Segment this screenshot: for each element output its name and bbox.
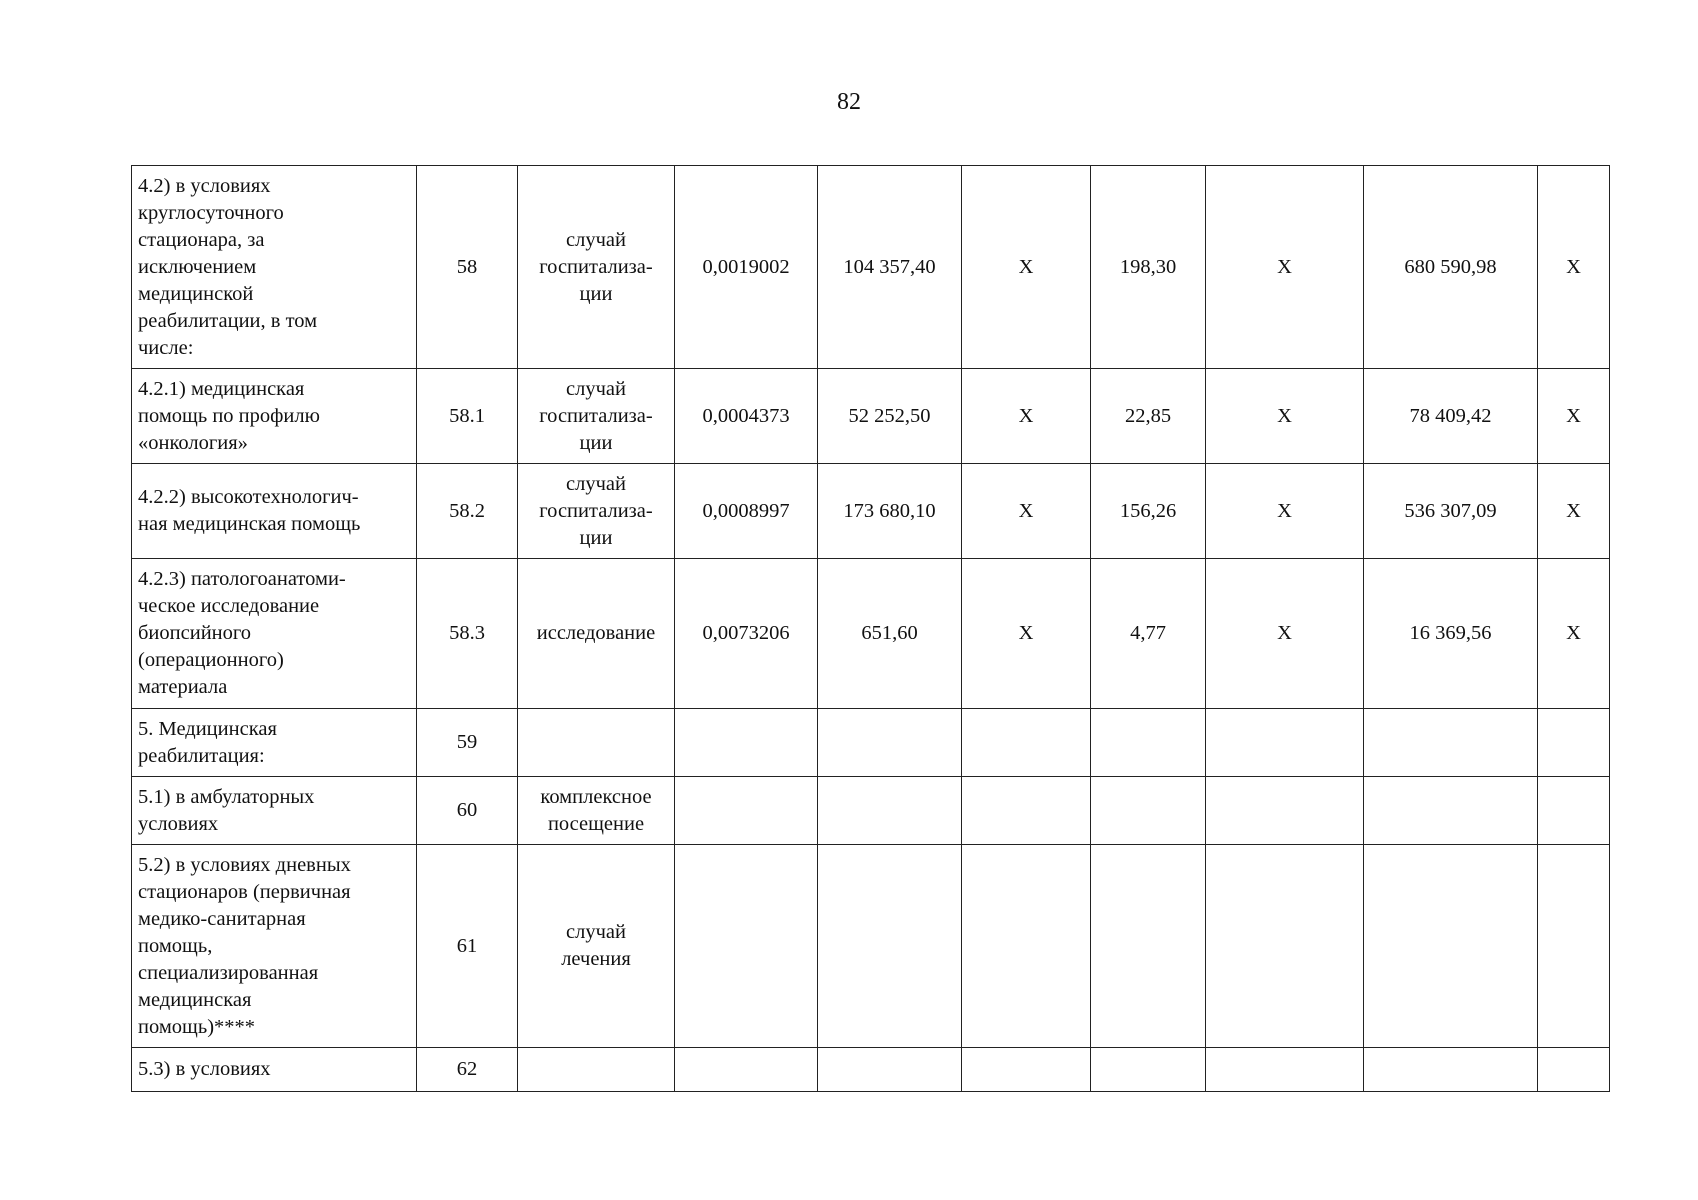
- row-code: 62: [456, 1058, 478, 1080]
- row-unit-cell: [518, 464, 675, 559]
- table-row: [132, 845, 1610, 1048]
- value-cell: [818, 559, 962, 709]
- table-row: [132, 709, 1610, 777]
- value: 173 680,10: [843, 499, 936, 522]
- row-code: 58.2: [449, 499, 485, 522]
- value-cell: [675, 845, 818, 1048]
- value: 16 369,56: [1409, 622, 1492, 644]
- row-unit: случай госпитализа- ции: [539, 472, 653, 549]
- value-cell: [962, 166, 1091, 369]
- value-cell: [675, 777, 818, 845]
- tariff-table: [131, 165, 1610, 1092]
- value-cell: [818, 709, 962, 777]
- row-name-cell: [132, 166, 417, 369]
- row-code: 58.3: [449, 622, 485, 644]
- value-cell: [1206, 559, 1364, 709]
- value-cell: [1364, 464, 1538, 559]
- row-unit-cell: [518, 369, 675, 464]
- value-cell: [1364, 709, 1538, 777]
- row-code-cell: [417, 464, 518, 559]
- value-cell: [818, 1048, 962, 1092]
- value-cell: [1538, 709, 1610, 777]
- row-name-cell: [132, 559, 417, 709]
- value-cell: [675, 464, 818, 559]
- value: X: [1566, 404, 1581, 427]
- value-cell: [818, 777, 962, 845]
- row-unit: комплексное посещение: [540, 785, 652, 835]
- row-code-cell: [417, 845, 518, 1048]
- value-cell: [1538, 845, 1610, 1048]
- value-cell: [962, 709, 1091, 777]
- row-code-cell: [417, 369, 518, 464]
- value-cell: [962, 464, 1091, 559]
- row-code: 58: [456, 255, 478, 278]
- row-code-cell: [417, 777, 518, 845]
- value-cell: [1206, 369, 1364, 464]
- value-cell: [1364, 777, 1538, 845]
- row-code-cell: [417, 709, 518, 777]
- row-name: 4.2) в условиях круглосуточного стационара, за исключением медицинской реабилитации, в том числе:: [138, 174, 318, 359]
- value-cell: [1206, 464, 1364, 559]
- row-name-cell: [132, 369, 417, 464]
- value-cell: [1538, 166, 1610, 369]
- row-code: 59: [456, 731, 478, 753]
- value-cell: [1091, 166, 1206, 369]
- row-name: 4.2.1) медицинская помощь по профилю «онкология»: [138, 377, 320, 454]
- row-code-cell: [417, 166, 518, 369]
- row-unit-cell: [518, 166, 675, 369]
- row-unit-cell: [518, 709, 675, 777]
- row-unit-cell: [518, 845, 675, 1048]
- value-cell: [1091, 777, 1206, 845]
- row-name-cell: [132, 777, 417, 845]
- row-code-cell: [417, 559, 518, 709]
- value-cell: [1538, 464, 1610, 559]
- value: X: [1018, 255, 1034, 278]
- row-unit: исследование: [536, 622, 656, 644]
- value: X: [1277, 255, 1292, 278]
- value-cell: [1206, 709, 1364, 777]
- value-cell: [1206, 777, 1364, 845]
- value: X: [1566, 499, 1581, 522]
- value: 198,30: [1119, 255, 1177, 278]
- value: X: [1277, 404, 1292, 427]
- row-name: 5.3) в условиях: [138, 1058, 271, 1080]
- value: 22,85: [1124, 404, 1172, 427]
- row-unit: случай госпитализа- ции: [539, 377, 653, 454]
- value-cell: [1538, 369, 1610, 464]
- value: 4,77: [1130, 622, 1166, 644]
- value-cell: [1206, 1048, 1364, 1092]
- value-cell: [962, 845, 1091, 1048]
- value: 536 307,09: [1404, 499, 1497, 522]
- value-cell: [1364, 166, 1538, 369]
- value: X: [1277, 499, 1292, 522]
- value-cell: [1538, 1048, 1610, 1092]
- table-row: [132, 464, 1610, 559]
- value-cell: [1091, 369, 1206, 464]
- value: X: [1277, 622, 1292, 644]
- value-cell: [1206, 166, 1364, 369]
- row-code: 58.1: [449, 404, 485, 427]
- value: 104 357,40: [843, 255, 936, 278]
- table-row: [132, 369, 1610, 464]
- row-name: 4.2.2) высокотехнологич- ная медицинская помощь: [138, 486, 361, 535]
- value-cell: [1364, 845, 1538, 1048]
- value-cell: [962, 1048, 1091, 1092]
- row-name-cell: [132, 1048, 417, 1092]
- row-unit: случай госпитализа- ции: [539, 228, 653, 305]
- table-body: [132, 166, 1610, 1092]
- value-cell: [675, 369, 818, 464]
- value: 156,26: [1119, 499, 1177, 522]
- row-name: 5. Медицинская реабилитация:: [138, 717, 277, 767]
- value-cell: [818, 464, 962, 559]
- value: 0,0073206: [702, 622, 790, 644]
- value-cell: [818, 369, 962, 464]
- value-cell: [1538, 559, 1610, 709]
- value: X: [1566, 622, 1581, 644]
- value: X: [1018, 404, 1034, 427]
- value: X: [1018, 622, 1034, 644]
- value-cell: [1091, 464, 1206, 559]
- table-row: [132, 559, 1610, 709]
- value-cell: [818, 166, 962, 369]
- value-cell: [962, 559, 1091, 709]
- row-unit-cell: [518, 559, 675, 709]
- row-name-cell: [132, 709, 417, 777]
- value-cell: [962, 369, 1091, 464]
- value: 680 590,98: [1404, 255, 1497, 278]
- value-cell: [1091, 559, 1206, 709]
- row-name: 5.1) в амбулаторных условиях: [138, 785, 315, 835]
- value-cell: [675, 166, 818, 369]
- value-cell: [1206, 845, 1364, 1048]
- value: 0,0004373: [702, 404, 790, 427]
- row-unit-cell: [518, 1048, 675, 1092]
- value: 0,0019002: [702, 255, 790, 278]
- value: 0,0008997: [702, 499, 790, 522]
- value-cell: [1091, 1048, 1206, 1092]
- value-cell: [1364, 369, 1538, 464]
- page-number: 82: [837, 89, 861, 115]
- value-cell: [1091, 709, 1206, 777]
- row-code: 60: [456, 799, 478, 821]
- row-name: 5.2) в условиях дневных стационаров (первичная медико-санитарная помощь, специализированная медицинская помощь)****: [138, 853, 351, 1038]
- value-cell: [1091, 845, 1206, 1048]
- value-cell: [962, 777, 1091, 845]
- row-name-cell: [132, 464, 417, 559]
- value-cell: [818, 845, 962, 1048]
- row-code-cell: [417, 1048, 518, 1092]
- row-unit: случай лечения: [561, 921, 631, 970]
- value-cell: [675, 559, 818, 709]
- row-name-cell: [132, 845, 417, 1048]
- value-cell: [1364, 559, 1538, 709]
- row-code: 61: [456, 934, 478, 957]
- value: 78 409,42: [1409, 404, 1492, 427]
- table-row: [132, 1048, 1610, 1092]
- table-row: [132, 166, 1610, 369]
- value-cell: [675, 1048, 818, 1092]
- value-cell: [675, 709, 818, 777]
- value-cell: [1538, 777, 1610, 845]
- value: X: [1018, 499, 1034, 522]
- row-name: 4.2.3) патологоанатоми- ческое исследование биопсийного (операционного) материала: [138, 568, 346, 698]
- value: 651,60: [861, 622, 918, 644]
- table-row: [132, 777, 1610, 845]
- value: 52 252,50: [848, 404, 931, 427]
- value-cell: [1364, 1048, 1538, 1092]
- row-unit-cell: [518, 777, 675, 845]
- value: X: [1566, 255, 1581, 278]
